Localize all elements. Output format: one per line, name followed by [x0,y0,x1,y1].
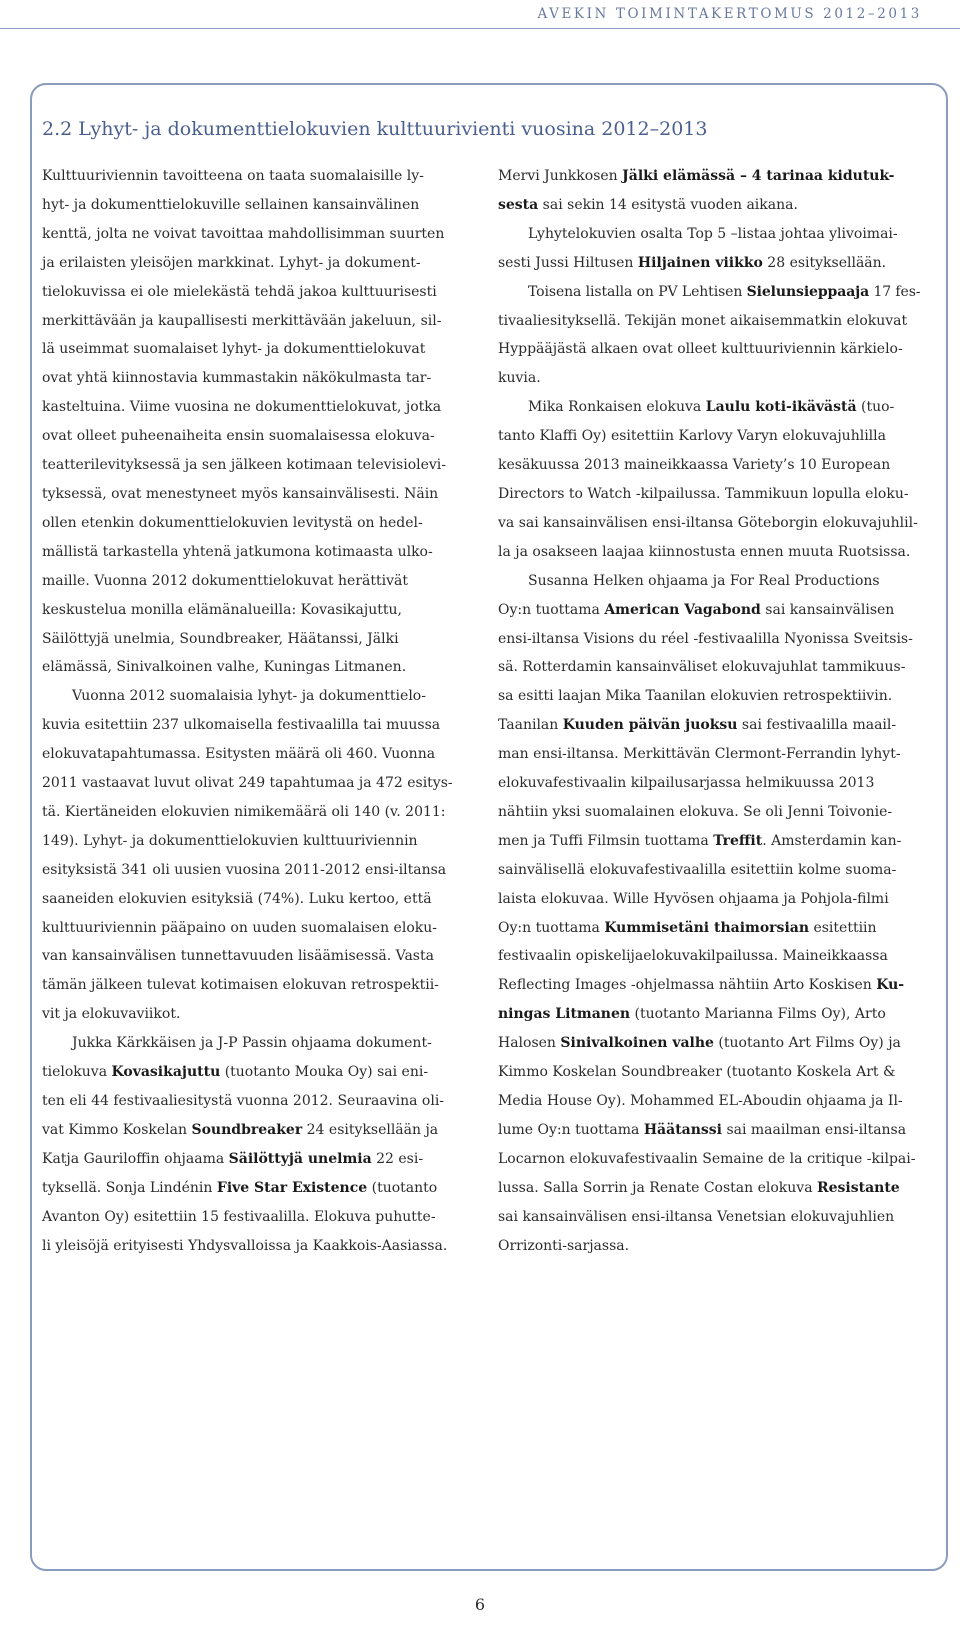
line-text-after: sai maailman ensi-iltansa [722,1121,907,1138]
text-line [42,1174,464,1203]
line-text: Hyppääjästä alkaen ovat olleet kulttuuriviennin kärkielo- [498,341,903,358]
line-text: Katja Gauriloffin ohjaama [42,1150,229,1167]
line-text: lume Oy:n tuottama [498,1121,644,1138]
text-line [498,942,923,971]
text-line [42,1058,464,1087]
line-text-after: (tuotanto Mouka Oy) sai eni- [220,1064,429,1081]
film-title: Treffit [713,832,763,849]
text-line [498,220,923,249]
text-line [498,625,923,654]
line-text: sä. Rotterdamin kansainväliset elokuvajuhlat tammikuus- [498,659,906,676]
line-text: kesäkuussa 2013 maineikkaassa Variety’s 10 European [498,457,891,474]
text-line [498,1087,923,1116]
line-text: esityksistä 341 oli uusien vuosina 2011-2012 ensi-iltansa [42,861,447,878]
film-title: Kovasikajuttu [111,1064,221,1081]
line-text: kuvia esitettiin 237 ulkomaisella festivaalilla tai muussa [42,717,441,734]
film-title: sesta [498,196,539,213]
line-text: ensi-iltansa Visions du réel -festivaalilla Nyonissa Sveitsis- [498,630,913,647]
line-text-after: 17 fes- [869,283,921,300]
text-line [498,249,923,278]
line-text-after: 28 esityksellään. [762,254,887,271]
line-text: Säilöttyjä unelmia, Soundbreaker, Häätanssi, Jälki [42,630,399,647]
film-title: Kummisetäni thaimorsian [604,919,810,936]
right-column [498,162,923,1260]
line-text-after: (tuotanto [367,1179,438,1196]
line-text: Susanna Helken ohjaama ja For Real Productions [528,572,880,589]
text-line [498,307,923,336]
text-line [42,769,464,798]
line-text: Kulttuuriviennin tavoitteena on taata suomalaisille ly- [42,168,424,184]
text-line [498,914,923,943]
text-line [498,451,923,480]
line-text: merkittävään ja kaupallisesti merkittävään jakeluun, sil- [42,312,442,329]
line-text-after: esitettiin [809,919,877,936]
line-text: Oy:n tuottama [498,919,605,936]
section-title: 2.2 Lyhyt- ja dokumenttielokuvien kulttuurivienti vuosina 2012–2013 [42,118,708,140]
line-text: 2011 vastaavat luvut olivat 249 tapahtumaa ja 472 esitys- [42,775,453,792]
text-line [42,422,464,451]
text-line [498,480,923,509]
text-line [42,393,464,422]
text-line [498,1203,923,1232]
line-text: Lyhytelokuvien osalta Top 5 –listaa johtaa ylivoimai- [528,225,898,242]
text-line [498,1000,923,1029]
text-line [42,942,464,971]
line-text: vat Kimmo Koskelan [42,1121,192,1138]
text-line [498,740,923,769]
text-line [42,538,464,567]
line-text-after: 22 esi- [371,1150,424,1167]
line-text: keskustelua monilla elämänalueilla: Kovasikajuttu, [42,601,402,618]
line-text: lä useimmat suomalaiset lyhyt- ja dokumenttielokuvat [42,341,426,358]
line-text: men ja Tuffi Filmsin tuottama [498,832,714,849]
text-line [42,596,464,625]
line-text: sai kansainvälisen ensi-iltansa Venetsian elokuvajuhlien [498,1208,895,1225]
page-number: 6 [474,1595,486,1614]
text-line [42,509,464,538]
line-text: teatterilevityksessä ja sen jälkeen kotimaan televisiolevi- [42,457,447,474]
line-text: elämässä, Sinivalkoinen valhe, Kuningas Litmanen. [42,659,407,676]
header-rule [0,28,960,29]
text-line [42,191,464,220]
film-title: Häätanssi [643,1121,722,1138]
text-line [498,682,923,711]
text-line [42,335,464,364]
line-text: elokuvatapahtumassa. Esitysten määrä oli 460. Vuonna [42,746,436,763]
line-text-after: (tuotanto Marianna Films Oy), Arto [630,1006,886,1023]
film-title: Ku- [876,977,905,994]
text-line [42,827,464,856]
line-text: kenttä, jolta ne voivat tavoittaa mahdollisimman suurten [42,225,445,242]
text-line [42,798,464,827]
text-line [498,1058,923,1087]
text-line [42,740,464,769]
text-line [42,1000,464,1029]
text-line [42,364,464,393]
line-text: Jukka Kärkkäisen ja J-P Passin ohjaama dokument- [72,1035,432,1052]
line-text: Kimmo Koskelan Soundbreaker (tuotanto Koskela Art & [498,1064,896,1081]
line-text: tä. Kiertäneiden elokuvien nimikemäärä oli 140 (v. 2011: [42,803,446,820]
line-text: tielokuvissa ei ole mielekästä tehdä jakoa kulttuurisesti [42,283,437,300]
film-title: Sielunsieppaaja [746,283,870,300]
line-text: li yleisöjä erityisesti Yhdysvalloissa ja Kaakkois-Aasiassa. [42,1237,448,1254]
line-text: hyt- ja dokumenttielokuville sellainen kansainvälinen [42,196,420,213]
film-title: Laulu koti-ikävästä [705,399,857,416]
line-text: festivaalin opiskelijaelokuvakilpailussa. Maineikkaassa [498,948,888,965]
line-text: Directors to Watch -kilpailussa. Tammikuun lopulla eloku- [498,485,909,502]
text-line [498,1145,923,1174]
line-text: Taanilan [498,717,563,734]
line-text: tivaaliesityksellä. Tekijän monet aikaisemmatkin elokuvat [498,312,908,329]
line-text: Avanton Oy) esitettiin 15 festivaalilla. Elokuva puhutte- [42,1208,436,1225]
line-text: tyksellä. Sonja Lindénin [42,1179,217,1196]
text-line [42,1029,464,1058]
text-line [498,827,923,856]
film-title: American Vagabond [604,601,761,618]
line-text: Oy:n tuottama [498,601,605,618]
text-line [42,1203,464,1232]
line-text: sainvälisellä elokuvafestivaalilla esitettiin kolme suoma- [498,861,897,878]
text-line [498,162,923,191]
line-text: maille. Vuonna 2012 dokumenttielokuvat herättivät [42,572,408,589]
text-line [498,1116,923,1145]
line-text: va sai kansainvälisen ensi-iltansa Göteborgin elokuvajuhlil- [498,514,918,531]
text-line [498,278,923,307]
text-line [42,914,464,943]
text-line [498,885,923,914]
line-text: Mervi Junkkosen [498,168,623,184]
line-text-after: sai sekin 14 esitystä vuoden aikana. [538,196,798,213]
line-text-after: (tuo- [856,399,895,416]
line-text: kulttuuriviennin pääpaino on uuden suomalaisen eloku- [42,919,437,936]
line-text: tämän jälkeen tulevat kotimaisen elokuvan retrospektii- [42,977,439,994]
line-text: nähtiin yksi suomalainen elokuva. Se oli Jenni Toivonie- [498,803,893,820]
text-line [42,1232,464,1261]
film-title: Hiljainen viikko [637,254,763,271]
text-line [498,711,923,740]
text-line [498,1029,923,1058]
text-line [498,393,923,422]
text-line [498,596,923,625]
film-title: ningas Litmanen [498,1006,631,1023]
line-text: mällistä tarkastella yhtenä jatkumona kotimaasta ulko- [42,543,433,560]
line-text: elokuvafestivaalin kilpailusarjassa helmikuussa 2013 [498,775,875,792]
film-title: Säilöttyjä unelmia [228,1150,372,1167]
text-line [498,191,923,220]
line-text: tyksessä, ovat menestyneet myös kansainvälisesti. Näin [42,485,439,502]
line-text: van kansainvälisen tunnettavuuden lisäämisessä. Vasta [42,948,434,965]
line-text: 149). Lyhyt- ja dokumenttielokuvien kulttuuriviennin [42,832,418,849]
text-line [42,653,464,682]
text-line [42,885,464,914]
text-line [42,1116,464,1145]
line-text: ollen etenkin dokumenttielokuvien levitystä on hedel- [42,514,423,531]
line-text: Mika Ronkaisen elokuva [528,399,706,416]
text-line [498,335,923,364]
text-line [42,1145,464,1174]
line-text-after: sai kansainvälisen [760,601,895,618]
line-text: Locarnon elokuvafestivaalin Semaine de la critique -kilpai- [498,1150,916,1167]
line-text: ja erilaisten yleisöjen markkinat. Lyhyt- ja dokument- [42,254,421,271]
running-head-title: AVEKIN TOIMINTAKERTOMUS 2012–2013 [537,6,922,22]
text-line [42,162,464,191]
film-title: Soundbreaker [191,1121,303,1138]
text-line [42,856,464,885]
film-title: Sinivalkoinen valhe [560,1035,714,1052]
text-line [498,971,923,1000]
line-text: ovat yhtä kiinnostavia kummastakin näkökulmasta tar- [42,370,432,387]
line-text: laista elokuvaa. Wille Hyvösen ohjaama ja Pohjola-filmi [498,890,889,907]
text-line [42,249,464,278]
text-line [42,711,464,740]
line-text: Reflecting Images -ohjelmassa nähtiin Arto Koskisen [498,977,877,994]
line-text: tanto Klaffi Oy) esitettiin Karlovy Varyn elokuvajuhlilla [498,428,886,445]
line-text: vit ja elokuvaviikot. [42,1006,181,1023]
text-line [498,567,923,596]
line-text: man ensi-iltansa. Merkittävän Clermont-Ferrandin lyhyt- [498,746,901,763]
text-line [42,1087,464,1116]
text-line [498,364,923,393]
line-text: tielokuva [42,1064,112,1081]
film-title: Resistante [817,1179,900,1196]
line-text: la ja osakseen laajaa kiinnostusta ennen muuta Ruotsissa. [498,543,911,560]
text-line [42,682,464,711]
film-title: Jälki elämässä – 4 tarinaa kidutuk- [622,168,895,184]
line-text: Orrizonti-sarjassa. [498,1237,630,1254]
text-line [42,971,464,1000]
text-line [498,1232,923,1261]
line-text: Media House Oy). Mohammed EL-Aboudin ohjaama ja Il- [498,1093,903,1109]
line-text: ovat olleet puheenaiheita ensin suomalaisessa elokuva- [42,428,435,445]
line-text: Halosen [498,1035,561,1052]
text-line [498,798,923,827]
line-text: ten eli 44 festivaaliesitystä vuonna 2012. Seuraavina oli- [42,1093,445,1109]
text-line [498,422,923,451]
text-line [42,480,464,509]
line-text: kasteltuina. Viime vuosina ne dokumenttielokuvat, jotka [42,399,442,416]
text-line [42,567,464,596]
line-text: sa esitti laajan Mika Taanilan elokuvien retrospektiivin. [498,688,893,705]
line-text: sesti Jussi Hiltusen [498,254,638,271]
line-text-after: . Amsterdamin kan- [762,832,902,849]
text-line [42,625,464,654]
text-line [42,278,464,307]
line-text: saaneiden elokuvien esityksiä (74%). Luku kertoo, että [42,890,432,907]
line-text: kuvia. [498,370,541,387]
film-title: Kuuden päivän juoksu [562,717,738,734]
line-text: lussa. Salla Sorrin ja Renate Costan elokuva [498,1179,817,1196]
line-text-after: 24 esityksellään ja [302,1121,439,1138]
text-line [42,307,464,336]
line-text-after: (tuotanto Art Films Oy) ja [713,1035,901,1052]
left-column [42,162,464,1260]
text-line [498,509,923,538]
film-title: Five Star Existence [216,1179,368,1196]
text-line [498,1174,923,1203]
text-line [42,451,464,480]
line-text: Toisena listalla on PV Lehtisen [528,283,747,300]
text-line [498,769,923,798]
line-text-after: sai festivaalilla maail- [737,717,897,734]
text-line [498,653,923,682]
text-line [42,220,464,249]
line-text: Vuonna 2012 suomalaisia lyhyt- ja dokumenttielo- [72,688,426,705]
text-line [498,538,923,567]
text-line [498,856,923,885]
